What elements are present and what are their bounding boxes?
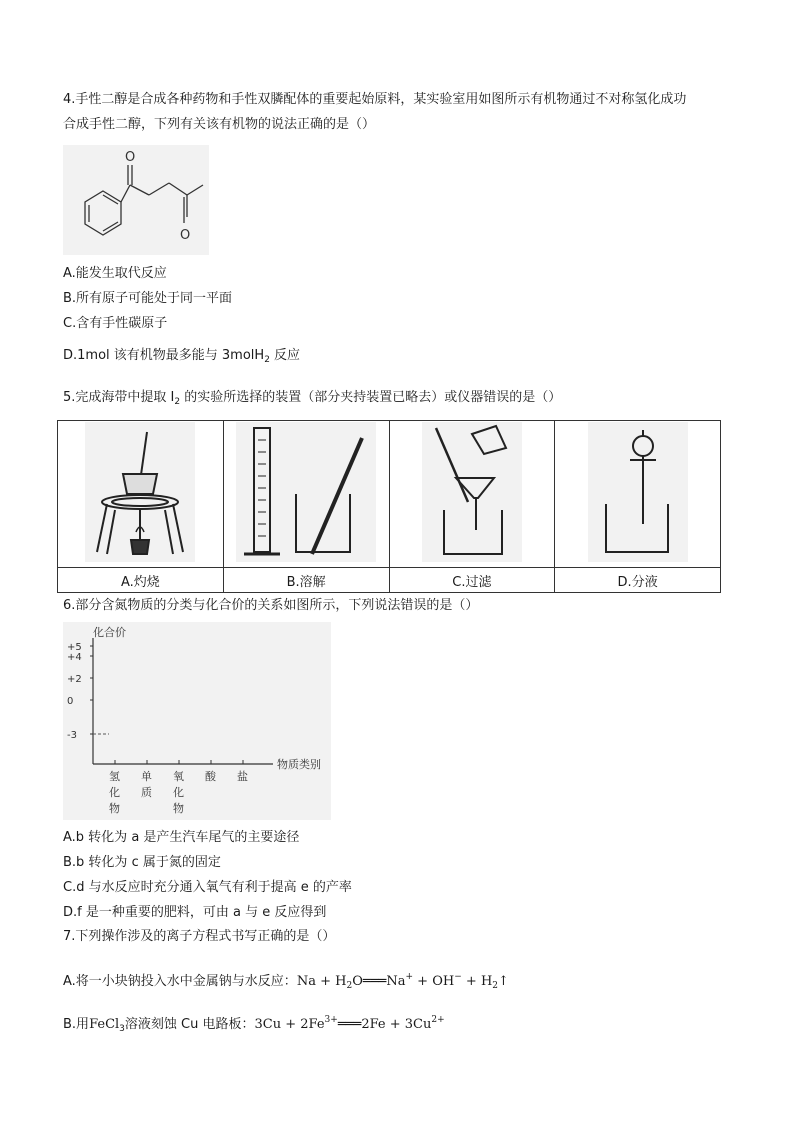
x-tick-label: 化 <box>109 786 120 799</box>
eq-a-plus1: + <box>315 974 336 989</box>
eq-a-na: Na <box>296 974 316 989</box>
q5-stem-suffix: 的实验所选择的装置（部分夹持装置已略去）或仪器错误的是（） <box>180 390 562 405</box>
q7-option-a-text: A.将一小块钠投入水中金属钠与水反应： <box>63 974 297 989</box>
x-tick-label: 质 <box>141 786 152 799</box>
q4-option-c: C.含有手性碳原子 <box>63 316 168 331</box>
eq-a-h-sub: 2 <box>346 981 353 991</box>
y-tick-label: +5 <box>67 642 82 653</box>
caption-a: A.灼烧 <box>58 568 224 593</box>
apparatus-cell-c <box>389 421 555 568</box>
carbonyl-o-top: O <box>125 150 136 165</box>
q5-stem-prefix: 5.完成海带中提取 I <box>63 390 175 405</box>
eq-a-na-ion: Na <box>386 974 406 989</box>
eq-a-h: H <box>335 974 347 989</box>
x-tick-label: 酸 <box>205 770 216 783</box>
y-tick-label: -3 <box>67 730 77 741</box>
q5-stem-sub: 2 <box>174 397 181 407</box>
apparatus-cell-a <box>58 421 224 568</box>
q7-option-b-text2: 溶液刻蚀 Cu 电路板： <box>124 1017 255 1032</box>
eq-b-plus2: + <box>385 1017 405 1032</box>
q4-option-b: B.所有原子可能处于同一平面 <box>63 291 233 306</box>
q4-stem-line1: 4.手性二醇是合成各种药物和手性双膦配体的重要起始原料，某实验室用如图所示有机物通过不对称氢化成功 <box>63 92 687 107</box>
eq-a-arrow: ═══ <box>362 974 387 989</box>
x-tick-label: 物 <box>173 802 184 815</box>
apparatus-cell-b <box>223 421 389 568</box>
q5-stem <box>63 389 561 411</box>
x-tick-label: 盐 <box>237 770 248 783</box>
x-axis-label: 物质类别 <box>277 758 321 771</box>
eq-a-oh-charge: − <box>454 972 462 982</box>
eq-b-arrow: ═══ <box>337 1017 362 1032</box>
q7-option-b <box>63 1011 445 1038</box>
eq-a-plus2: + <box>413 974 433 989</box>
q4-option-a: A.能发生取代反应 <box>63 266 167 281</box>
eq-b-cu2-charge: 2+ <box>431 1015 445 1025</box>
eq-b-fe3: 2Fe <box>300 1017 325 1032</box>
eq-a-h2: H <box>480 974 493 989</box>
eq-b-plus1: + <box>281 1017 301 1032</box>
q7-option-a-equation <box>297 974 509 989</box>
q4-stem-line2: 合成手性二醇，下列有关该有机物的说法正确的是（） <box>63 117 376 132</box>
eq-b-fe3-charge: 3+ <box>324 1015 338 1025</box>
structure-formula-svg <box>63 145 209 255</box>
nitrogen-valence-chart <box>63 622 331 820</box>
q6-option-d: D.f 是一种重要的肥料，可由 a 与 e 反应得到 <box>63 905 327 920</box>
filtration-icon <box>422 422 522 562</box>
crucible-burning-icon <box>85 422 195 562</box>
q7-option-b-text1: B.用 <box>63 1017 90 1032</box>
eq-b-fe: 2Fe <box>361 1017 386 1032</box>
q7-option-b-equation <box>255 1017 445 1032</box>
q7-stem: 7.下列操作涉及的离子方程式书写正确的是（） <box>63 929 336 944</box>
caption-b: B.溶解 <box>223 568 389 593</box>
eq-a-h2-sub: 2 <box>492 981 499 991</box>
eq-a-na-charge: + <box>405 972 414 982</box>
eq-b-cu: 3Cu <box>254 1017 282 1032</box>
gas-arrow-icon: ↑ <box>498 974 509 989</box>
q4-option-d <box>63 347 300 369</box>
carbonyl-o-bottom: O <box>180 228 191 243</box>
caption-c: C.过滤 <box>389 568 555 593</box>
q4-option-d-prefix: D.1mol 该有机物最多能与 3molH <box>63 348 265 363</box>
q4-option-d-sub: 2 <box>264 355 270 365</box>
x-tick-label: 化 <box>173 786 184 799</box>
q6-option-a: A.b 转化为 a 是产生汽车尾气的主要途径 <box>63 830 300 845</box>
q6-option-c: C.d 与水反应时充分通入氧气有利于提高 e 的产率 <box>63 880 352 895</box>
apparatus-cell-d <box>555 421 721 568</box>
x-tick-label: 物 <box>109 802 120 815</box>
q7-option-b-formula: FeCl <box>89 1017 120 1032</box>
q4-option-d-suffix: 反应 <box>269 348 301 363</box>
y-tick-label: +2 <box>67 674 82 685</box>
eq-a-o: O <box>352 974 363 989</box>
y-axis-label: 化合价 <box>93 626 126 639</box>
q7-option-b-formula-sub: 3 <box>119 1024 125 1034</box>
y-tick-label: 0 <box>67 696 74 707</box>
x-tick-label: 氢 <box>109 770 120 783</box>
eq-b-cu2: 3Cu <box>404 1017 432 1032</box>
y-tick-label: +4 <box>67 652 82 663</box>
caption-d: D.分液 <box>555 568 721 593</box>
q6-stem: 6.部分含氮物质的分类与化合价的关系如图所示，下列说法错误的是（） <box>63 598 479 613</box>
apparatus-table <box>57 420 721 593</box>
separatory-funnel-icon <box>588 422 688 562</box>
structure-formula-figure <box>63 145 209 255</box>
eq-a-plus3: + <box>461 974 481 989</box>
x-tick-label: 氧 <box>173 770 184 783</box>
q7-option-a <box>63 968 509 995</box>
valence-chart-svg <box>63 622 331 820</box>
x-tick-label: 单 <box>141 770 152 783</box>
cylinder-beaker-icon <box>236 422 376 562</box>
eq-a-oh: OH <box>432 974 455 989</box>
q6-option-b: B.b 转化为 c 属于氮的固定 <box>63 855 221 870</box>
